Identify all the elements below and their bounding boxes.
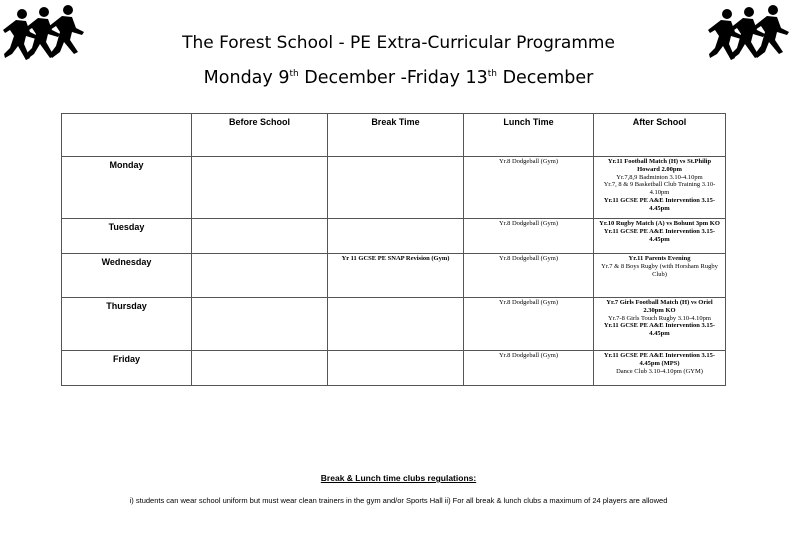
activity-entry: Yr.7 & 8 Boys Rugby (with Horsham Rugby Club) xyxy=(601,262,718,278)
lunch-cell xyxy=(464,219,594,254)
break-cell xyxy=(328,298,464,351)
activity-entry: Yr.11 Parents Evening xyxy=(628,255,691,262)
activity-entry: Yr.8 Dodgeball (Gym) xyxy=(498,255,559,262)
column-header: After School xyxy=(594,114,726,157)
activity-entry: Yr.7, 8 & 9 Basketball Club Training 3.10-4.10pm xyxy=(603,181,716,197)
page-title: The Forest School - PE Extra-Curricular Programme xyxy=(182,33,615,53)
before-school-cell xyxy=(192,219,328,254)
activity-entry: Yr 11 GCSE PE SNAP Revision (Gym) xyxy=(341,255,450,262)
after-cell xyxy=(594,298,726,351)
lunch-cell xyxy=(464,351,594,386)
activity-entry: Yr.11 GCSE PE A&E Intervention 3.15-4.45pm (MPS) xyxy=(603,352,716,367)
before-school-cell xyxy=(192,298,328,351)
lunch-cell xyxy=(464,254,594,298)
activity-entry: Yr.8 Dodgeball (Gym) xyxy=(498,220,559,227)
table-row xyxy=(62,351,726,386)
activity-entry: Yr.11 GCSE PE A&E Intervention 3.15-4.45pm xyxy=(603,196,716,212)
table-row xyxy=(62,219,726,254)
activity-entry: Dance Club 3.10-4.10pm (GYM) xyxy=(616,367,703,375)
after-cell xyxy=(594,351,726,386)
day-label: Thursday xyxy=(62,298,192,351)
schedule-table xyxy=(61,113,726,386)
day-label: Monday xyxy=(62,157,192,219)
after-cell xyxy=(594,219,726,254)
activity-entry: Yr.7-8 Girls Touch Rugby 3.10-4.10pm xyxy=(608,314,711,322)
page-subtitle: Monday 9th December -Friday 13th December xyxy=(203,68,594,88)
break-cell xyxy=(328,219,464,254)
activity-entry: Yr.10 Rugby Match (A) vs Bohunt 3pm KO xyxy=(599,220,720,227)
day-label: Tuesday xyxy=(62,219,192,254)
before-school-cell xyxy=(192,254,328,298)
column-header: Lunch Time xyxy=(464,114,594,157)
before-school-cell xyxy=(192,157,328,219)
activity-entry: Yr.11 GCSE PE A&E Intervention 3.15-4.45pm xyxy=(603,322,716,338)
break-cell xyxy=(328,157,464,219)
break-cell xyxy=(328,254,464,298)
table-row xyxy=(62,298,726,351)
table-row xyxy=(62,157,726,219)
lunch-cell xyxy=(464,298,594,351)
column-header: Before School xyxy=(192,114,328,157)
regulations-text: i) students can wear school uniform but must wear clean trainers in the gym and/or Sports Hall ii) For all break & lunch clubs a maximum of 24 players are allowed xyxy=(129,496,668,505)
day-label: Wednesday xyxy=(62,254,192,298)
activity-entry: Yr.11 Football Match (H) vs St.Philip Howard 2.00pm xyxy=(607,158,712,173)
activity-entry: Yr.7,8,9 Badminton 3.10-4.10pm xyxy=(616,173,703,181)
activity-entry: Yr.7 Girls Football Match (H) vs Oriel 2.30pm KO xyxy=(606,299,713,314)
lunch-cell xyxy=(464,157,594,219)
break-cell xyxy=(328,351,464,386)
activity-entry: Yr.8 Dodgeball (Gym) xyxy=(498,299,559,306)
activity-entry: Yr.8 Dodgeball (Gym) xyxy=(498,352,559,359)
before-school-cell xyxy=(192,351,328,386)
table-row xyxy=(62,254,726,298)
after-cell xyxy=(594,254,726,298)
activity-entry: Yr.11 GCSE PE A&E Intervention 3.15-4.45pm xyxy=(603,227,716,243)
activity-entry: Yr.8 Dodgeball (Gym) xyxy=(498,158,559,165)
after-cell xyxy=(594,157,726,219)
table-header-row xyxy=(62,114,726,157)
column-header: Break Time xyxy=(328,114,464,157)
day-label: Friday xyxy=(62,351,192,386)
regulations-title: Break & Lunch time clubs regulations: xyxy=(320,473,477,483)
column-header xyxy=(62,114,192,157)
